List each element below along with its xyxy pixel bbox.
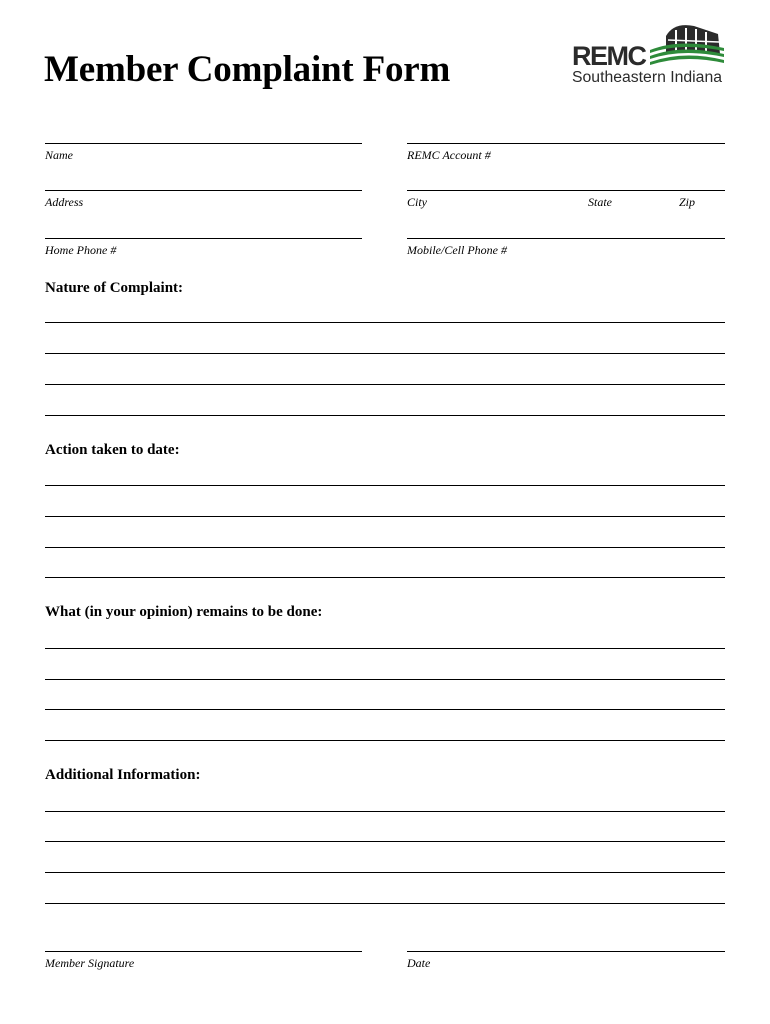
zip-label: Zip bbox=[679, 195, 696, 209]
additional-information-line[interactable] bbox=[45, 872, 725, 873]
remains-to-be-done-line[interactable] bbox=[45, 740, 725, 741]
city-label: City bbox=[407, 195, 427, 209]
action-taken-line[interactable] bbox=[45, 516, 725, 517]
nature-of-complaint-line[interactable] bbox=[45, 384, 725, 385]
action-taken-heading: Action taken to date: bbox=[45, 442, 180, 458]
home-phone-label: Home Phone # bbox=[45, 243, 117, 257]
remains-to-be-done-line[interactable] bbox=[45, 709, 725, 710]
account-label: REMC Account # bbox=[407, 148, 491, 162]
remains-to-be-done-line[interactable] bbox=[45, 648, 725, 649]
form-title: Member Complaint Form bbox=[44, 49, 451, 90]
name-line[interactable] bbox=[45, 143, 362, 144]
additional-information-line[interactable] bbox=[45, 903, 725, 904]
nature-of-complaint-heading: Nature of Complaint: bbox=[45, 280, 184, 296]
member-signature-line[interactable] bbox=[45, 951, 362, 952]
home-phone-line[interactable] bbox=[45, 238, 362, 239]
action-taken-line[interactable] bbox=[45, 547, 725, 548]
logo-wordmark: REMC bbox=[572, 41, 646, 71]
action-taken-line[interactable] bbox=[45, 485, 725, 486]
member-signature-label: Member Signature bbox=[45, 956, 135, 970]
date-line[interactable] bbox=[407, 951, 725, 952]
date-label: Date bbox=[407, 956, 431, 970]
state-label: State bbox=[588, 195, 612, 209]
remc-logo bbox=[570, 20, 726, 86]
mobile-phone-label: Mobile/Cell Phone # bbox=[407, 243, 507, 257]
nature-of-complaint-line[interactable] bbox=[45, 353, 725, 354]
address-label: Address bbox=[45, 195, 84, 209]
green-stripes-icon bbox=[650, 43, 724, 65]
name-label: Name bbox=[45, 148, 73, 162]
address-line[interactable] bbox=[45, 190, 362, 191]
remains-to-be-done-line[interactable] bbox=[45, 679, 725, 680]
nature-of-complaint-line[interactable] bbox=[45, 415, 725, 416]
mobile-phone-line[interactable] bbox=[407, 238, 725, 239]
additional-information-line[interactable] bbox=[45, 841, 725, 842]
action-taken-line[interactable] bbox=[45, 577, 725, 578]
additional-information-line[interactable] bbox=[45, 811, 725, 812]
account-line[interactable] bbox=[407, 143, 725, 144]
additional-information-heading: Additional Information: bbox=[45, 767, 201, 783]
logo-tagline: Southeastern Indiana bbox=[572, 69, 723, 86]
remains-to-be-done-heading: What (in your opinion) remains to be done: bbox=[45, 604, 323, 620]
city-state-zip-line[interactable] bbox=[407, 190, 725, 191]
nature-of-complaint-line[interactable] bbox=[45, 322, 725, 323]
